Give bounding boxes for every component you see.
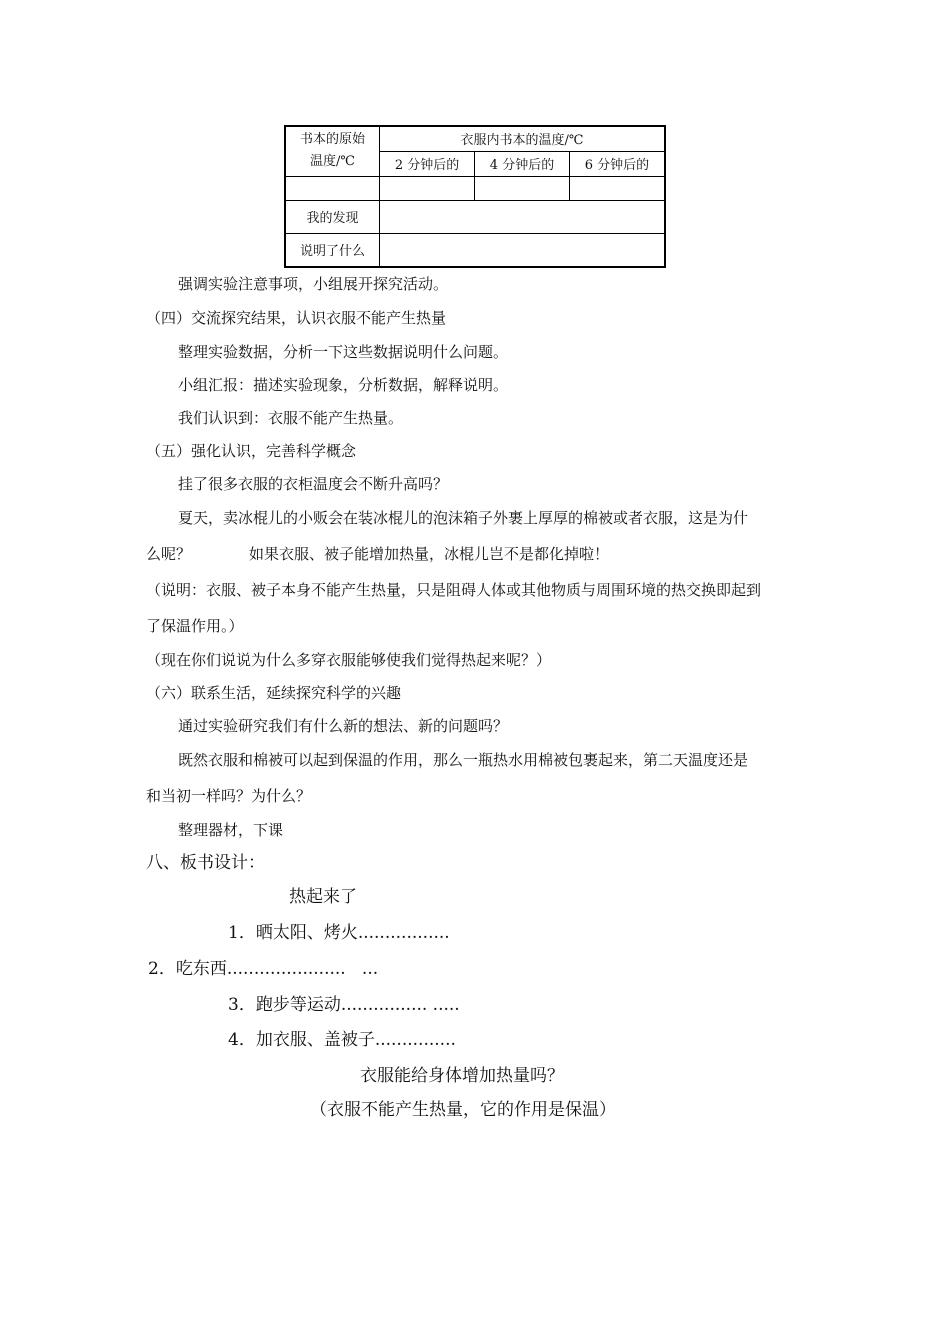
section-heading: （四）交流探究结果，认识衣服不能产生热量 xyxy=(146,309,447,327)
paragraph: 如果衣服、被子能增加热量，冰棍儿岂不是都化掉啦！ xyxy=(249,545,610,563)
board-item: 1．晒太阳、烤火................. xyxy=(228,923,450,943)
original-temp-header xyxy=(285,126,380,176)
board-item: 2．吃东西...................... ... xyxy=(148,959,379,979)
paragraph: 么呢？ xyxy=(146,545,192,563)
paragraph: 整理器材，下课 xyxy=(178,821,284,839)
row-finding-cell xyxy=(380,200,665,233)
board-question: 衣服能给身体增加热量吗？ xyxy=(360,1066,564,1086)
row-finding-label: 我的发现 xyxy=(285,200,380,233)
section-heading: （五）强化认识，完善科学概念 xyxy=(146,442,357,460)
paragraph: 挂了很多衣服的衣柜温度会不断升高吗？ xyxy=(178,475,449,493)
section-heading: （六）联系生活，延续探究科学的兴趣 xyxy=(146,684,402,702)
board-heading: 八、板书设计： xyxy=(146,853,265,873)
paragraph: 整理实验数据，分析一下这些数据说明什么问题。 xyxy=(178,343,509,361)
paragraph: 小组汇报：描述实验现象，分析数据，解释说明。 xyxy=(178,376,509,394)
row-meaning-cell xyxy=(380,233,665,267)
board-item: 3．跑步等运动................ ..... xyxy=(228,995,460,1015)
col-6min: 6 分钟后的 xyxy=(569,151,665,176)
paragraph: 夏天，卖冰棍儿的小贩会在装冰棍儿的泡沫箱子外裹上厚厚的棉被或者衣服，这是为什 xyxy=(178,509,749,527)
paragraph: 我们认识到：衣服不能产生热量。 xyxy=(178,409,404,427)
original-temp-label-2: 温度/℃ xyxy=(310,154,355,170)
board-item: 4．加衣服、盖被子............... xyxy=(228,1030,456,1050)
board-title: 热起来了 xyxy=(289,887,357,907)
inner-temp-header: 衣服内书本的温度/℃ xyxy=(380,126,665,151)
paragraph: （现在你们说说为什么多穿衣服能够使我们觉得热起来呢？） xyxy=(146,651,552,669)
empty-cell xyxy=(569,176,665,200)
col-4min: 4 分钟后的 xyxy=(475,151,570,176)
row-meaning-label: 说明了什么 xyxy=(285,233,380,267)
paragraph: 通过实验研究我们有什么新的想法、新的问题吗？ xyxy=(178,717,509,735)
empty-cell xyxy=(475,176,570,200)
paragraph: 和当初一样吗？为什么？ xyxy=(146,787,312,805)
board-answer: （衣服不能产生热量，它的作用是保温） xyxy=(310,1100,616,1120)
paragraph: 既然衣服和棉被可以起到保温的作用，那么一瓶热水用棉被包裹起来，第二天温度还是 xyxy=(178,751,749,769)
note: （说明：衣服、被子本身不能产生热量，只是阻碍人体或其他物质与周围环境的热交换即起到 xyxy=(146,581,762,599)
col-2min: 2 分钟后的 xyxy=(380,151,475,176)
note: 了保温作用。） xyxy=(146,617,244,635)
paragraph: 强调实验注意事项，小组展开探究活动。 xyxy=(178,275,449,293)
original-temp-label-1: 书本的原始 xyxy=(300,132,366,148)
empty-cell xyxy=(285,176,380,200)
empty-cell xyxy=(380,176,475,200)
experiment-table xyxy=(284,125,666,268)
